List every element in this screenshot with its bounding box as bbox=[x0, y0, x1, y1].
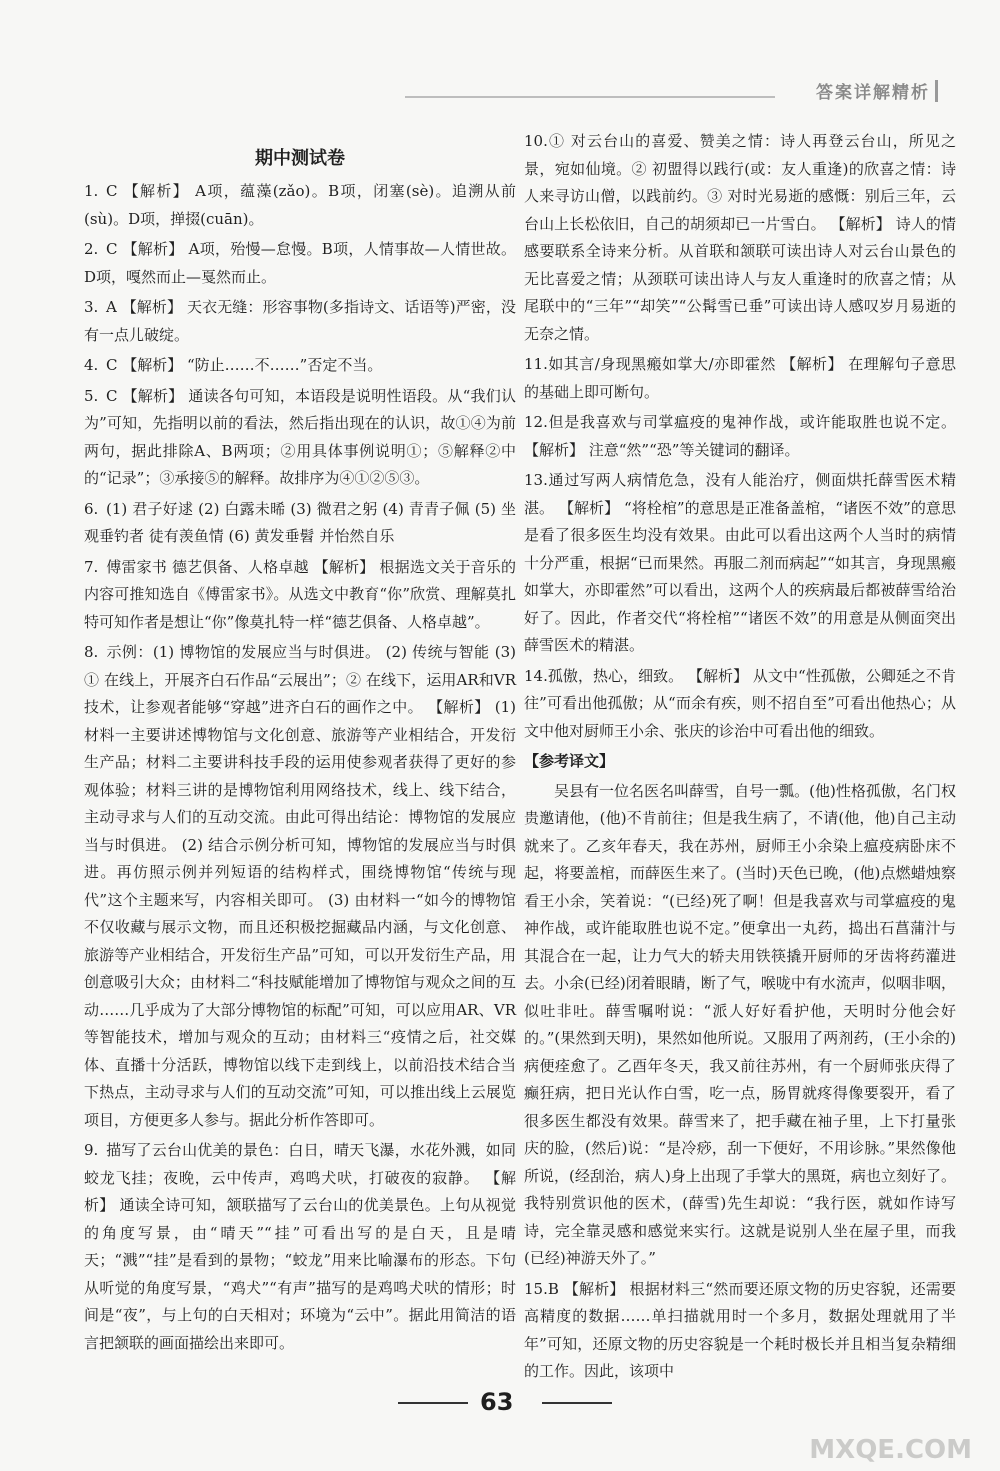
item-number: 8. bbox=[84, 643, 99, 661]
item-number: 4. bbox=[84, 356, 99, 374]
item-text: 示例：(1) 博物馆的发展应当与时俱进。 (2) 传统与智能 (3) ① 在线上，开展齐白石作品“云展出”；② 在线下，运用AR和VR技术，让参观者能够“穿越”进齐白石的画作之中。 【解析】 (1) 材料一主要讲述博物馆与文化创意、旅游等产业相结合，开发衍生产品；材料二主要讲科技手段的运用使参观者获得了更好的参观体验；材料三讲的是博物馆利用网络技术，线上、线下结合，主动寻求与人们的互动交流。由此可得出结论：博物馆的发展应当与时俱进。 (2) 结合示例分析可知，博物馆的发展应当与时俱进。再仿照示例并列短语的结构样式，围绕博物馆“传统与现代”这个主题来写，内容相关即可。 (3) 由材料一“如今的博物馆不仅收藏与展示文物，而且还积极挖掘藏品内涵，与文化创意、旅游等产业相结合，开发衍生产品”可知，可以开发衍生产品，用创意吸引大众；由材料二“科技赋能增加了博物馆与观众之间的互动……几乎成为了大部分博物馆的标配”可知，可以应用AR、VR等智能技术，增加与观众的互动；由材料三“疫情之后，社交媒体、直播十分活跃，博物馆以线下走到线上，以前沿技术结合当下热点，主动寻求与人们的互动交流”可知，可以推出线上云展览项目，方便更多人参与。据此分析作答即可。 bbox=[84, 643, 516, 1129]
header-title: 答案详解精析 bbox=[816, 83, 930, 103]
item-text: 傅雷家书 德艺俱备、人格卓越 【解析】 根据选文关于音乐的内容可推知选自《傅雷家书》。从选文中教育“你”欣赏、理解莫扎特可知作者是想让“你”像莫扎特一样“德艺俱备、人格卓越”。 bbox=[84, 557, 516, 631]
answer-item-3 bbox=[84, 294, 516, 349]
item-number: 7. bbox=[84, 557, 99, 576]
item-text: A 【解析】 天衣无缝：形容事物(多指诗文、话语等)严密，没有一点儿破绽。 bbox=[84, 298, 516, 344]
item-text: 但是我喜欢与司掌瘟疫的鬼神作战，或许能取胜也说不定。 【解析】 注意“然”“恐”等关键词的翻译。 bbox=[524, 413, 956, 459]
answer-item-10 bbox=[524, 128, 956, 348]
item-text: (1) 君子好逑 (2) 白露未晞 (3) 微君之躬 (4) 青青子佩 (5) 坐观垂钓者 徒有羡鱼情 (6) 黄发垂髫 并怡然自乐 bbox=[84, 499, 516, 545]
header-bracket bbox=[935, 80, 938, 102]
answer-item-14 bbox=[524, 663, 956, 746]
answer-item-15 bbox=[524, 1276, 956, 1386]
section-title: 期中测试卷 bbox=[255, 148, 345, 169]
item-text: 描写了云台山优美的景色：白日，晴天飞瀑，水花外溅，如同蛟龙飞挂；夜晚，云中传声，鸡鸣犬吠，打破夜的寂静。 【解析】 通读全诗可知，颔联描写了云台山的优美景色。上句从视觉的角度写景，由“晴天”“挂”可看出写的是白天，且是晴天；“溅”“挂”是看到的景物；“蛟龙”用来比喻瀑布的形态。下句从听觉的角度写景，“鸡犬”“有声”描写的是鸡鸣犬吠的情形；时间是“夜”，与上句的白天相对；环境为“云中”。据此用简洁的语言把颔联的画面描绘出来即可。 bbox=[84, 1141, 516, 1352]
header-rule bbox=[405, 96, 775, 98]
answer-item-4 bbox=[84, 352, 516, 380]
item-text: C 【解析】 “防止……不……”否定不当。 bbox=[106, 356, 383, 374]
item-text: 如其言/身现黑瘢如掌大/亦即霍然 【解析】 在理解句子意思的基础上即可断句。 bbox=[524, 355, 956, 401]
reference-heading: 【参考译文】 bbox=[524, 752, 615, 770]
answer-item-9 bbox=[84, 1137, 516, 1357]
reference-translation: 吴县有一位名医名叫薛雪，自号一瓢。(他)性格孤傲，名门权贵邀请他，(他)不肯前往；但是我生病了，不请(他，他)自己主动就来了。乙亥年春天，我在苏州，厨师王小余染上瘟疫病卧床不起，将要盖棺，而薛医生来了。(当时)天色已晚，(他)点燃蜡烛察看王小余，笑着说：“(已经)死了啊！但是我喜欢与司掌瘟疫的鬼神作战，或许能取胜也说不定。”便拿出一丸药，捣出石菖蒲汁与其混合在一起，让力气大的轿夫用铁筷撬开厨师的牙齿将药灌进去。小余(已经)闭着眼睛，断了气，喉咙中有水流声，似咽非咽，似吐非吐。薛雪嘱咐说：“派人好好看护他，天明时分他会好的。”(果然到天明)，果然如他所说。又服用了两剂药，(王小余的)病便痊愈了。乙酉年冬天，我又前往苏州，有一个厨师张庆得了癫狂病，把日光认作白雪，吃一点，肠胃就疼得像要裂开，看了很多医生都没有效果。薛雪来了，把手藏在袖子里，上下打量张庆的脸，(然后)说：“是冷痧，刮一下便好，不用诊脉。”果然像他所说，(经刮治，病人)身上出现了手掌大的黑斑，病也立刻好了。我特别赏识他的医术，(薛雪)先生却说：“我行医，就如作诗写诗，完全靠灵感和感觉来实行。这就是说别人坐在屋子里，而我(已经)神游天外了。” bbox=[524, 781, 956, 1267]
item-text: ① 对云台山的喜爱、赞美之情：诗人再登云台山，所见之景，宛如仙境。② 初盟得以践行(或：友人重逢)的欣喜之情：诗人来寻访山僧，以践前约。③ 对时光易逝的感慨：别后三年，云台山上长松依旧，自己的胡须却已一片雪白。 【解析】 诗人的情感要联系全诗来分析。从首联和颔联可读出诗人对云台山景色的无比喜爱之情；从颈联可读出诗人与友人重逢时的欣喜之情；从尾联中的“三年”“却笑”“公髯雪已垂”可读出诗人感叹岁月易逝的无奈之情。 bbox=[524, 132, 956, 343]
answer-item-1 bbox=[84, 178, 516, 233]
item-number: 13. bbox=[524, 471, 548, 489]
left-column bbox=[84, 178, 516, 1360]
answer-item-5 bbox=[84, 383, 516, 493]
page-number: 63 bbox=[480, 1388, 514, 1416]
item-number: 1. bbox=[84, 182, 99, 200]
item-number: 12. bbox=[524, 413, 548, 431]
item-text: C 【解析】 通读各句可知，本语段是说明性语段。从“我们认为”可知，先指明以前的看法，然后指出现在的认识，故①④为前两句，据此排除A、B两项；②用具体事例说明①；⑤解释②中的“记录”；③承接⑤的解释。故排序为④①②⑤③。 bbox=[84, 386, 516, 487]
item-text: C 【解析】 A项，殆慢—怠慢。B项，人情事故—人情世故。D项，嘎然而止—戛然而止。 bbox=[84, 240, 516, 286]
watermark-logo: MXQE.COM bbox=[809, 1435, 972, 1465]
item-number: 2. bbox=[84, 240, 99, 258]
item-number: 11. bbox=[524, 355, 548, 373]
item-text: B 【解析】 根据材料三“然而要还原文物的历史容貌，还需要高精度的数据……单扫描就用时一个多月，数据处理就用了半年”可知，还原文物的历史容貌是一个耗时极长并且相当复杂精细的工作。因此，该项中 bbox=[524, 1279, 956, 1380]
item-text: 孤傲，热心，细致。 【解析】 从文中“性孤傲，公卿延之不肯往”可看出他孤傲；从“而余有疾，则不招自至”可看出他热心；从文中他对厨师王小余、张庆的诊治中可看出他的细致。 bbox=[524, 666, 956, 740]
answer-item-12 bbox=[524, 409, 956, 464]
item-number: 15. bbox=[524, 1279, 548, 1298]
answer-item-13 bbox=[524, 467, 956, 660]
item-text: 通过写两人病情危急，没有人能治疗，侧面烘托薛雪医术精湛。 【解析】 “将栓棺”的意思是正准备盖棺，“诸医不效”的意思是看了很多医生均没有效果。由此可以看出这两个人当时的病情十分严重，根据“已而果然。再服二剂而病起”“如其言，身现黑瘢如掌大，亦即霍然”可以看出，这两个人的疾病最后都被薛雪给治好了。因此，作者交代“将栓棺”“诸医不效”的用意是从侧面突出薛雪医术的精湛。 bbox=[524, 471, 956, 654]
answer-item-8 bbox=[84, 639, 516, 1134]
right-column bbox=[524, 128, 956, 1389]
answer-item-7 bbox=[84, 554, 516, 637]
item-number: 10. bbox=[524, 132, 548, 150]
item-number: 9. bbox=[84, 1141, 99, 1159]
page-number-rule-left bbox=[398, 1402, 468, 1404]
answer-item-2 bbox=[84, 236, 516, 291]
answer-item-6 bbox=[84, 496, 516, 551]
page-number-rule-right bbox=[542, 1402, 612, 1404]
item-number: 6. bbox=[84, 499, 99, 518]
answer-item-11 bbox=[524, 351, 956, 406]
item-number: 5. bbox=[84, 386, 99, 405]
item-text: C 【解析】 A项，蕴藻(zǎo)。B项，闭塞(sè)。追溯从前(sù)。D项，掸掇(cuān)。 bbox=[84, 182, 516, 228]
item-number: 3. bbox=[84, 298, 99, 316]
item-number: 14. bbox=[524, 666, 548, 685]
